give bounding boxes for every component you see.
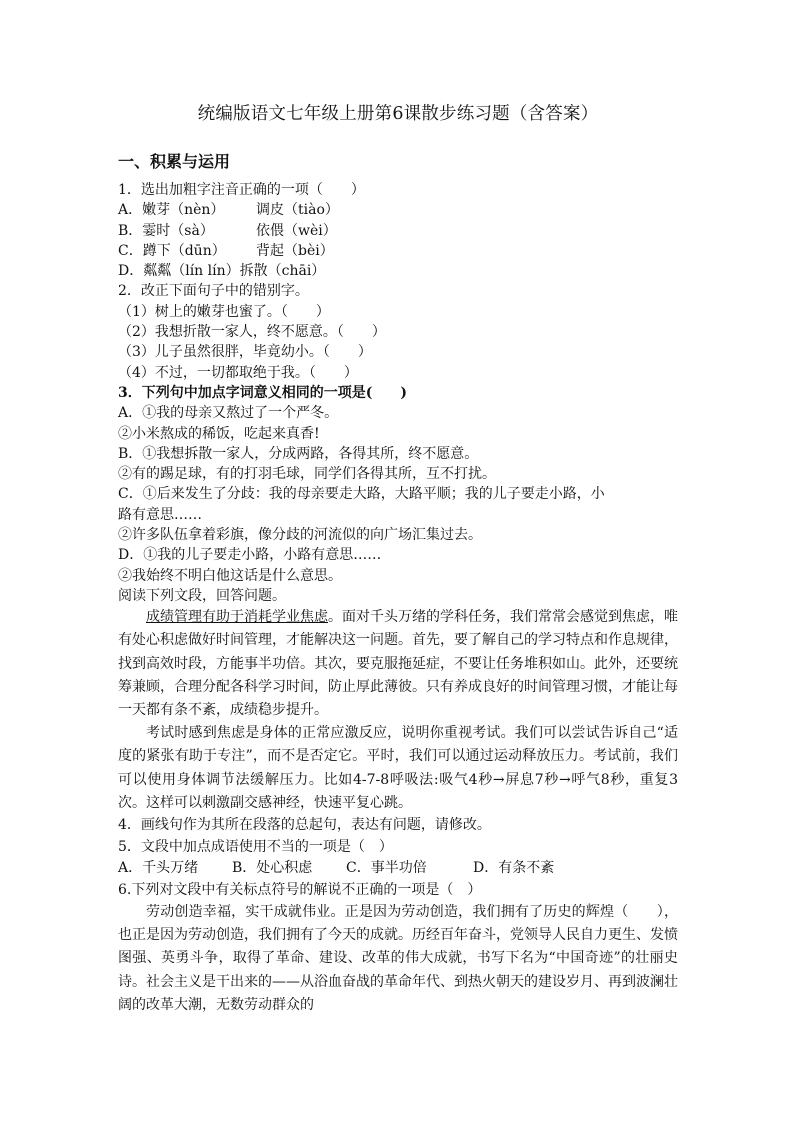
option-a: A．嫩芽（nèn） xyxy=(118,202,225,219)
option-b: B．霎时（sà） xyxy=(118,222,214,239)
question-4: 4．画线句作为其所在段落的总起句，表达有问题，请修改。 xyxy=(118,817,491,834)
passage-paragraph xyxy=(118,606,678,722)
option-c: C．事半功倍 xyxy=(346,860,427,877)
question-stem: 1．选出加粗字注音正确的一项（ ） xyxy=(118,182,365,198)
question-stem: 3．下列句中加点字词意义相同的一项是( ) xyxy=(118,384,407,401)
passage-paragraph: 劳动创造幸福，实干成就伟业。正是因为劳动创造，我们拥有了历史的辉煌（ ），也正是因为劳动创造，我们拥有了今天的成就。历经百年奋斗，党领导人民自力更生、发愤图强、英勇斗争，取得了革命、建设、改革的伟大成就，书写下名为“中国奇迹”的壮丽史诗。社会主义是干出来的——从浴血奋战的革命年代、到热火朝天的建设岁月、再到波澜壮阔的改革大潮，无数劳动群众的 xyxy=(118,904,678,1013)
sentence-2: （2）我想折散一家人，终不愿意。（ ） xyxy=(118,324,386,341)
option-row xyxy=(118,858,678,880)
option-b-2: 依偎（wèi） xyxy=(256,222,337,239)
sentence-4: （4）不过，一切都取绝于我。（ ） xyxy=(118,364,358,381)
reading-passage-2 xyxy=(118,901,678,1017)
option-a: A．千头万绪 xyxy=(118,860,199,877)
option-d: D．有条不紊 xyxy=(473,860,555,877)
question-3 xyxy=(118,383,678,586)
option-c: C．蹲下（dūn） xyxy=(118,242,226,259)
option-c-1: C．①后来发生了分歧：我的母亲要走大路，大路平顺；我的儿子要走小路，小 xyxy=(118,486,605,503)
question-5 xyxy=(118,837,678,880)
question-1 xyxy=(118,180,678,281)
sentence-3: （3）儿子虽然很胖，毕竟幼小。（ ） xyxy=(118,344,372,361)
document-content xyxy=(118,100,678,1017)
option-c-2: 背起（bèi） xyxy=(256,242,334,259)
option-a-2: 调皮（tiào） xyxy=(256,202,339,219)
option-row xyxy=(118,221,678,241)
option-row xyxy=(118,261,678,281)
paragraph-text: 。面对千头万绪的学科任务，我们常常会感觉到焦虑，唯有处心积虑做好时间管理，才能解决这一问题。首先，要了解自己的学习特点和作息规律，找到高效时段，方能事半功倍。其次，要克服拖延症，不要让任务堆积如山。此外，还要统筹兼顾，合理分配各科学习时间，防止厚此薄彼。只有养成良好的时间管理习惯，才能让每一天都有条不紊，成绩稳步提升。 xyxy=(118,609,678,719)
option-c-2: ②许多队伍拿着彩旗，像分歧的河流似的向广场汇集过去。 xyxy=(118,527,482,544)
page-title: 统编版语文七年级上册第6课散步练习题（含答案） xyxy=(197,104,599,124)
section-heading: 一、积累与运用 xyxy=(118,152,231,171)
question-6: 6.下列对文段中有关标点符号的解说不正确的一项是（ ） xyxy=(118,881,482,898)
question-stem: 2．改正下面句子中的错别字。 xyxy=(118,283,309,300)
reading-passage-1 xyxy=(118,606,678,815)
underlined-sentence: 成绩管理有助于消耗学业焦虑 xyxy=(146,609,328,626)
option-b-1: B．①我想拆散一家人，分成两路，各得其所，终不愿意。 xyxy=(118,445,479,462)
option-d: D．粼粼（lín lín） xyxy=(118,263,240,280)
reading-intro: 阅读下列文段，回答问题。 xyxy=(118,587,286,604)
option-d-2: ②我始终不明白他这话是什么意思。 xyxy=(118,567,342,584)
option-row xyxy=(118,200,678,220)
option-row xyxy=(118,241,678,261)
option-a-1: A．①我的母亲又熬过了一个严冬。 xyxy=(118,405,339,422)
option-d-1: D．①我的儿子要走小路，小路有意思…… xyxy=(118,547,382,564)
option-b-2: ②有的踢足球，有的打羽毛球，同学们各得其所，互不打扰。 xyxy=(118,466,496,483)
question-2 xyxy=(118,281,678,382)
option-b: B．处心积虑 xyxy=(232,860,313,877)
option-d-2: 拆散（chāi） xyxy=(239,263,326,280)
passage-paragraph: 考试时感到焦虑是身体的正常应激反应，说明你重视考试。我们可以尝试告诉自己“适度的紧张有助于专注”，而不是否定它。平时，我们可以通过运动释放压力。考试前，我们可以使用身体调节法缓解压力。比如4-7-8呼吸法:吸气4秒→屏息7秒→呼气8秒，重复3次。这样可以刺激副交感神经，快速平复心跳。 xyxy=(118,725,678,811)
sentence-1: （1）树上的嫩芽也蜜了。（ ） xyxy=(118,303,330,320)
option-a-2: ②小米熬成的稀饭，吃起来真香! xyxy=(118,425,320,442)
question-stem: 5．文段中加点成语使用不当的一项是（ ） xyxy=(118,838,393,855)
option-c-1-cont: 路有意思…… xyxy=(118,506,202,523)
